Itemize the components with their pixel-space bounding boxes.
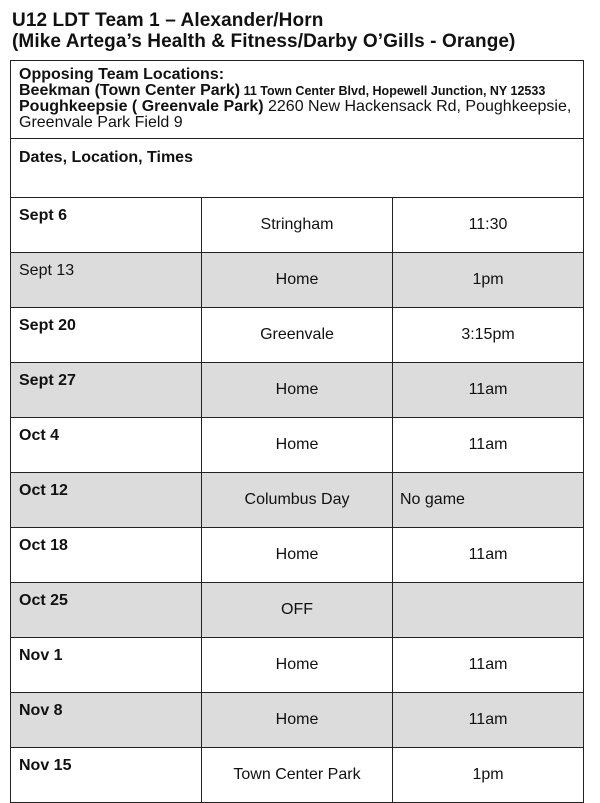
time-cell: 11am	[393, 418, 584, 473]
schedule-heading: Dates, Location, Times	[11, 139, 584, 198]
poughkeepsie-line	[19, 99, 575, 115]
locations-heading: Opposing Team Locations:	[19, 66, 225, 83]
schedule-row	[11, 308, 584, 363]
schedule-row	[11, 363, 584, 418]
date-cell: Oct 4	[11, 418, 202, 473]
date-cell: Sept 6	[11, 198, 202, 253]
location-cell: OFF	[202, 583, 393, 638]
location-cell: Home	[202, 528, 393, 583]
schedule-row	[11, 748, 584, 803]
time-cell: 11am	[393, 363, 584, 418]
beekman-address: 11 Town Center Blvd, Hopewell Junction, NY 12533	[240, 83, 546, 98]
date-cell: Nov 15	[11, 748, 202, 803]
date-cell: Nov 1	[11, 638, 202, 693]
date-cell: Sept 27	[11, 363, 202, 418]
location-cell: Greenvale	[202, 308, 393, 363]
schedule-heading-row	[11, 139, 584, 198]
locations-row	[11, 61, 584, 139]
date-cell: Oct 18	[11, 528, 202, 583]
date-cell: Oct 25	[11, 583, 202, 638]
time-cell: 11am	[393, 528, 584, 583]
poughkeepsie-field: Greenvale Park Field 9	[19, 113, 183, 131]
beekman-name: Beekman (Town Center Park)	[19, 81, 241, 99]
poughkeepsie-address: 2260 New Hackensack Rd, Poughkeepsie,	[263, 98, 572, 115]
time-cell: 1pm	[393, 748, 584, 803]
time-cell: 11am	[393, 693, 584, 748]
time-cell: 1pm	[393, 253, 584, 308]
location-cell: Home	[202, 638, 393, 693]
time-cell	[393, 583, 584, 638]
schedule-row	[11, 253, 584, 308]
title-line-2: (Mike Artega’s Health & Fitness/Darby O’Gills - Orange)	[12, 31, 516, 52]
location-cell: Home	[202, 418, 393, 473]
date-cell: Oct 12	[11, 473, 202, 528]
document-title	[12, 10, 592, 52]
schedule-row	[11, 528, 584, 583]
location-cell: Town Center Park	[202, 748, 393, 803]
schedule-row	[11, 418, 584, 473]
location-cell: Home	[202, 363, 393, 418]
schedule-row	[11, 583, 584, 638]
location-cell: Stringham	[202, 198, 393, 253]
schedule-table	[10, 60, 584, 803]
location-cell: Columbus Day	[202, 473, 393, 528]
schedule-row	[11, 638, 584, 693]
title-line-1: U12 LDT Team 1 – Alexander/Horn	[12, 10, 324, 31]
date-cell: Nov 8	[11, 693, 202, 748]
date-cell: Sept 20	[11, 308, 202, 363]
schedule-row	[11, 473, 584, 528]
schedule-row	[11, 693, 584, 748]
poughkeepsie-name: Poughkeepsie ( Greenvale Park)	[19, 98, 264, 115]
date-cell: Sept 13	[11, 253, 202, 308]
time-cell: 11:30	[393, 198, 584, 253]
location-cell: Home	[202, 253, 393, 308]
locations-cell	[11, 61, 584, 139]
time-cell: 11am	[393, 638, 584, 693]
beekman-line	[19, 83, 575, 100]
location-cell: Home	[202, 693, 393, 748]
time-cell: No game	[393, 473, 584, 528]
time-cell: 3:15pm	[393, 308, 584, 363]
schedule-row	[11, 198, 584, 253]
